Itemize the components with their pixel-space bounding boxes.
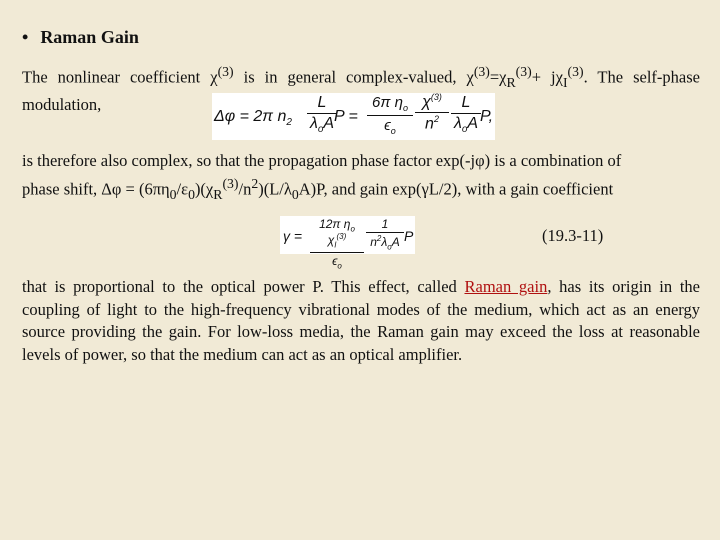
paragraph-phase-shift: is therefore also complex, so that the propagation phase factor exp(-jφ) is a combination of phase shift, $\Delta\varphi = (6\pi\eta_0/\varepsilon_0)(\chi_R^{(3)}/n^2)(L/\lambda_0A)P$, and gain exp(γL/2), with a gain coefficient bbox=[22, 151, 622, 202]
eq1-fraction-l-over-lambda: L $\lambda_oA$ bbox=[307, 95, 337, 135]
eq1-fraction-eta-over-epsilon: 6π $\eta_o$ $\epsilon_o$ bbox=[367, 95, 413, 136]
heading-title: Raman Gain bbox=[40, 27, 139, 47]
eq2-lhs: γ = bbox=[283, 228, 303, 244]
eq2-fraction-eta-chi-over-epsilon: 12π $\eta_o$ $\chi_I^{(3)}$ $\epsilon_o$ bbox=[310, 218, 364, 270]
eq1-fraction-l-over-lambda-2: L $\lambda_oA$ bbox=[451, 95, 481, 135]
eq1-fraction-chi-over-n2: $\chi^{(3)}$ $n^2$ bbox=[415, 93, 449, 133]
raman-gain-highlight: Raman gain bbox=[464, 277, 548, 296]
eq1-power-equals: P = bbox=[334, 108, 358, 125]
eq1-power: P, bbox=[480, 108, 494, 125]
paragraph-raman-gain-description: that is proportional to the optical power P. This effect, called Raman gain, has its origin in the coupling of light to the high-frequency vibrational modes of the medium, which act as an energy source providing the gain. For low-loss media, the Raman gain may exceed the loss at reasonable levels of power, so that the medium can act as an optical amplifier. bbox=[22, 277, 700, 364]
bullet-icon: • bbox=[22, 27, 29, 47]
equation-gain-coefficient bbox=[280, 216, 415, 271]
equation-self-phase-modulation bbox=[212, 93, 495, 140]
eq2-fraction-one-over-n2-lambda: 1 $n^2\lambda_oA$ bbox=[366, 218, 404, 251]
paragraph-nonlinear-coefficient: The nonlinear coefficient $\chi^{(3)}$ is in general complex-valued, $\chi^{(3)}=\chi_R^{(3)}+ j\chi_I^{(3)}$. The self-phase modulation, bbox=[22, 64, 700, 115]
section-heading bbox=[22, 27, 139, 48]
equation-number: (19.3-11) bbox=[542, 226, 604, 245]
eq1-lhs: Δφ = 2π $n_2$ bbox=[214, 108, 292, 129]
eq2-power: P bbox=[404, 228, 414, 244]
